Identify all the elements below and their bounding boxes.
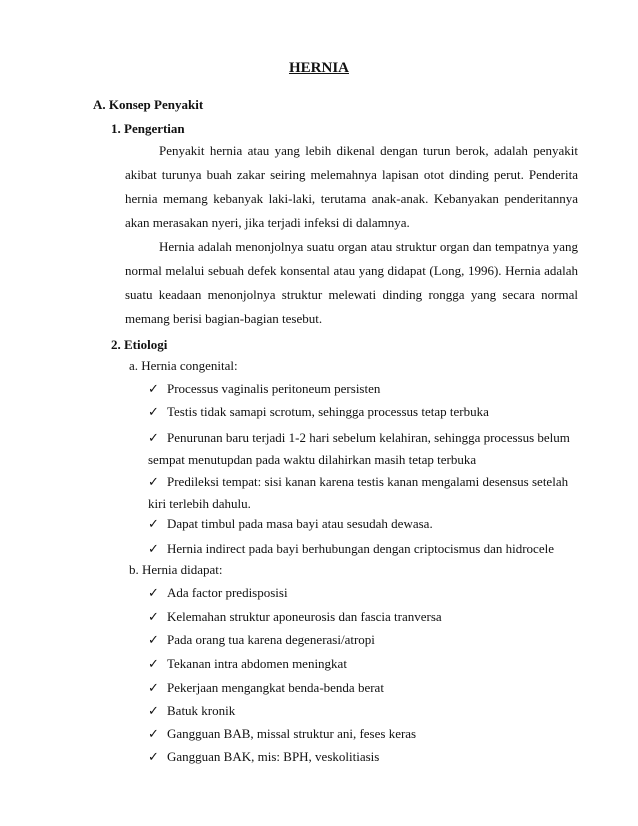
list-item: ✓ Hernia indirect pada bayi berhubungan dengan criptocismus dan hidrocele: [148, 541, 554, 556]
checkmark-icon: ✓: [148, 749, 159, 764]
list-item: ✓ Dapat timbul pada masa bayi atau sesudah dewasa.: [148, 516, 433, 531]
etiologi-heading: 2. Etiologi: [111, 337, 168, 352]
checkmark-icon: ✓: [148, 680, 159, 695]
checkmark-icon: ✓: [148, 474, 159, 489]
checkmark-icon: ✓: [148, 703, 159, 718]
list-item: ✓ Batuk kronik: [148, 703, 236, 718]
checkmark-icon: ✓: [148, 541, 159, 556]
checkmark-icon: ✓: [148, 404, 159, 419]
checkmark-icon: ✓: [148, 516, 159, 531]
checkmark-icon: ✓: [148, 430, 159, 445]
pengertian-paragraph: Hernia adalah menonjolnya suatu organ atau struktur organ dan tempatnya yang normal melalui sebuah defek konsental atau yang didapat (Long, 1996). Hernia adalah suatu keadaan menonjolnya struktur melewati dinding rongga yang secara normal memang berisi bagian-bagian tesebut.: [125, 239, 578, 326]
pengertian-heading: 1. Pengertian: [111, 121, 185, 136]
section-a-heading: A. Konsep Penyakit: [93, 97, 204, 112]
list-item: ✓ Ada factor predisposisi: [148, 585, 288, 600]
hernia-congenital-label: a. Hernia congenital:: [129, 358, 238, 373]
list-item: ✓ Pekerjaan mengangkat benda-benda berat: [148, 680, 384, 695]
list-item: ✓ Kelemahan struktur aponeurosis dan fascia tranversa: [148, 609, 442, 624]
pengertian-paragraph: Penyakit hernia atau yang lebih dikenal dengan turun berok, adalah penyakit akibat turunya buah zakar seiring melemahnya lapisan otot dinding perut. Penderita hernia memang kebanyak laki-laki, terutama anak-anak. Kebanyakan penderitannya akan merasakan nyeri, jika terjadi infeksi di dalamnya.: [125, 143, 578, 230]
checkmark-icon: ✓: [148, 585, 159, 600]
checkmark-icon: ✓: [148, 381, 159, 396]
document-title: HERNIA: [288, 60, 349, 76]
list-item: ✓ Pada orang tua karena degenerasi/atropi: [148, 632, 375, 647]
checkmark-icon: ✓: [148, 656, 159, 671]
list-item: ✓ Penurunan baru terjadi 1-2 hari sebelum kelahiran, sehingga processus belum sempat menutupdan pada waktu dilahirkan masih tetap terbuka: [148, 427, 578, 471]
list-item: ✓ Gangguan BAK, mis: BPH, veskolitiasis: [148, 749, 380, 764]
list-item: ✓ Tekanan intra abdomen meningkat: [148, 656, 347, 671]
list-item: ✓ Testis tidak samapi scrotum, sehingga processus tetap terbuka: [148, 404, 489, 419]
checkmark-icon: ✓: [148, 726, 159, 741]
checkmark-icon: ✓: [148, 609, 159, 624]
checkmark-icon: ✓: [148, 632, 159, 647]
pengertian-body: [125, 139, 578, 331]
list-item: ✓ Gangguan BAB, missal struktur ani, feses keras: [148, 726, 417, 741]
list-item: ✓ Predileksi tempat: sisi kanan karena testis kanan mengalami desensus setelah kiri terlebih dahulu.: [148, 471, 578, 515]
list-item: ✓ Processus vaginalis peritoneum persisten: [148, 381, 381, 396]
hernia-didapat-label: b. Hernia didapat:: [129, 562, 223, 577]
